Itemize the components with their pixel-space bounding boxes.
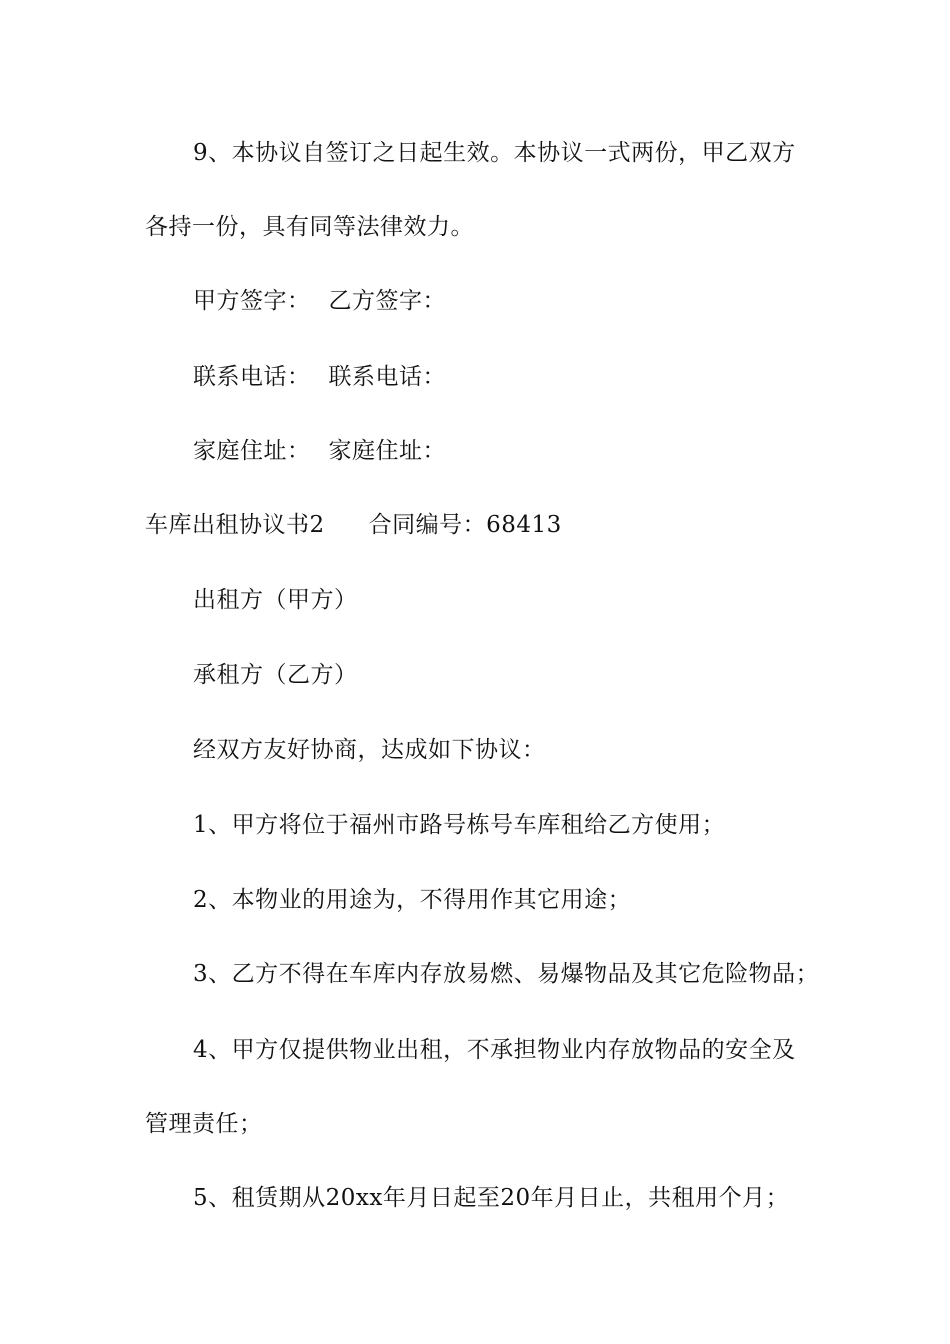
signature-a-label: 甲方签字：	[193, 288, 311, 314]
clause-9-line-1: 9、本协议自签订之日起生效。本协议一式两份，甲乙双方	[193, 140, 796, 166]
lessee-line: 承租方（乙方）	[193, 662, 358, 688]
address-b-label: 家庭住址：	[328, 438, 446, 464]
address-a-label: 家庭住址：	[193, 438, 311, 464]
phone-a-label: 联系电话：	[193, 364, 311, 390]
clause-9-line-2: 各持一份，具有同等法律效力。	[145, 214, 474, 240]
lessor-line: 出租方（甲方）	[193, 587, 358, 613]
document-title: 车库出租协议书2	[145, 512, 325, 538]
clause-5: 5、租赁期从20xx年月日起至20年月日止，共租用个月；	[193, 1185, 790, 1211]
contract-number: 合同编号：68413	[368, 512, 562, 538]
phone-row	[193, 362, 446, 392]
clause-4-line-2: 管理责任；	[145, 1111, 263, 1137]
phone-b-label: 联系电话：	[328, 364, 446, 390]
preamble-line: 经双方友好协商，达成如下协议：	[193, 737, 546, 763]
title-row	[145, 510, 562, 540]
signature-row	[193, 286, 446, 316]
clause-4-line-1: 4、甲方仅提供物业出租，不承担物业内存放物品的安全及	[193, 1037, 796, 1063]
clause-2: 2、本物业的用途为，不得用作其它用途；	[193, 887, 632, 913]
signature-b-label: 乙方签字：	[328, 288, 446, 314]
clause-3: 3、乙方不得在车库内存放易燃、易爆物品及其它危险物品；	[193, 961, 820, 987]
address-row	[193, 436, 446, 466]
clause-1: 1、甲方将位于福州市路号栋号车库租给乙方使用；	[193, 812, 726, 838]
